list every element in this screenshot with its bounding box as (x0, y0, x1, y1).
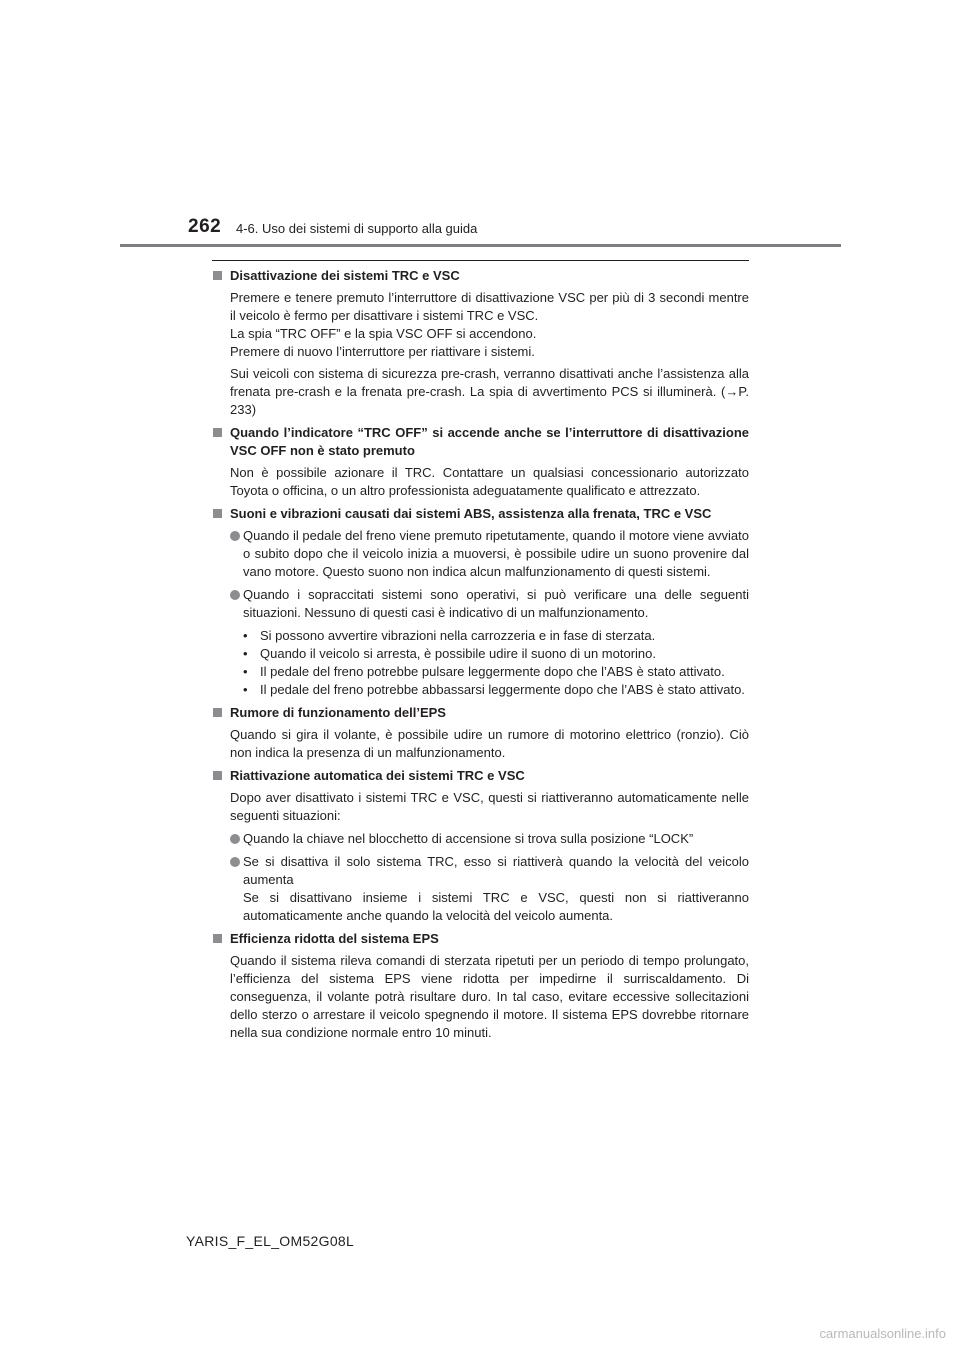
section-suoni-vibrazioni (212, 505, 749, 699)
watermark: carmanualsonline.info (819, 1326, 946, 1341)
sub-list-item-text: Quando il veicolo si arresta, è possibile udire il suono di un motorino. (260, 646, 656, 661)
paragraph-line: La spia “TRC OFF” e la spia VSC OFF si accendono. (230, 326, 537, 341)
paragraph: Quando il sistema rileva comandi di sterzata ripetuti per un periodo di tempo prolungato, l’efficienza del sistema EPS viene ridotta per impedirne il surriscaldamento. Di conseguenza, il volante potrà risultare duro. In tal caso, evitare eccessive sollecitazioni dello sterzo o arrestare il veicolo spegnendo il motore. Il sistema EPS dovrebbe ritornare nella sua condizione normale entro 10 minuti. (230, 953, 749, 1040)
list-item-text: Se si disattivano insieme i sistemi TRC e VSC, questi non si riattiveranno automaticamente anche quando la velocità del veicolo aumenta. (243, 890, 749, 923)
section-heading: Quando l’indicatore “TRC OFF” si accende anche se l’interruttore di disattivazione VSC OFF non è stato premuto (230, 425, 749, 458)
list-item (230, 527, 749, 581)
circle-bullet-icon (230, 531, 240, 541)
sub-list-item (243, 645, 749, 663)
list-item-text: Se si disattiva il solo sistema TRC, esso si riattiverà quando la velocità del veicolo aumenta (243, 854, 749, 887)
paragraph: Non è possibile azionare il TRC. Contattare un qualsiasi concessionario autorizzato Toyota o officina, o un altro professionista adeguatamente qualificato e attrezzato. (230, 465, 749, 498)
section-efficienza-eps (212, 930, 749, 1042)
sub-list-item (243, 627, 749, 645)
list-item (230, 853, 749, 925)
square-bullet-icon (213, 271, 222, 280)
list-item-text: Quando la chiave nel blocchetto di accensione si trova sulla posizione “LOCK” (243, 831, 694, 846)
square-bullet-icon (213, 771, 222, 780)
sub-list-item-text: Si possono avvertire vibrazioni nella carrozzeria e in fase di sterzata. (260, 628, 656, 643)
circle-bullet-icon (230, 590, 240, 600)
section-title: 4-6. Uso dei sistemi di supporto alla guida (236, 221, 478, 236)
sub-list-item-text: Il pedale del freno potrebbe abbassarsi leggermente dopo che l’ABS è stato attivato. (260, 682, 745, 697)
square-bullet-icon (213, 708, 222, 717)
header-divider (120, 244, 841, 247)
sub-list-item-text: Il pedale del freno potrebbe pulsare leggermente dopo che l’ABS è stato attivato. (260, 664, 725, 679)
content-divider (212, 260, 749, 261)
paragraph: Quando si gira il volante, è possibile udire un rumore di motorino elettrico (ronzio). Ciò non indica la presenza di un malfunzionamento. (230, 727, 749, 760)
section-heading: Riattivazione automatica dei sistemi TRC e VSC (230, 768, 525, 783)
sub-list-item (243, 681, 749, 699)
sub-bullet-icon: • (243, 682, 248, 697)
paragraph-line: Premere e tenere premuto l’interruttore di disattivazione VSC per più di 3 secondi mentre il veicolo è fermo per disattivare i sistemi TRC e VSC. (230, 290, 749, 323)
sub-bullet-icon: • (243, 664, 248, 679)
circle-bullet-icon (230, 857, 240, 867)
page-header (0, 0, 960, 250)
paragraph (230, 289, 749, 361)
list-item-text: Quando il pedale del freno viene premuto ripetutamente, quando il motore viene avviato o subito dopo che il veicolo inizia a muoversi, è possibile udire un suono provenire dal vano motore. Questo suono non indica alcun malfunzionamento di questi sistemi. (243, 528, 749, 579)
square-bullet-icon (213, 428, 222, 437)
content-body (212, 267, 749, 1047)
section-heading: Suoni e vibrazioni causati dai sistemi ABS, assistenza alla frenata, TRC e VSC (230, 506, 712, 521)
square-bullet-icon (213, 509, 222, 518)
paragraph-line: Premere di nuovo l’interruttore per riattivare i sistemi. (230, 344, 535, 359)
paragraph: Dopo aver disattivato i sistemi TRC e VSC, questi si riattiveranno automaticamente nelle seguenti situazioni: (230, 790, 749, 823)
list-item (230, 830, 749, 848)
section-riattivazione (212, 767, 749, 925)
sub-bullet-icon: • (243, 628, 248, 643)
section-trc-off-indicator (212, 424, 749, 500)
section-heading: Disattivazione dei sistemi TRC e VSC (230, 268, 460, 283)
list-item-text: Quando i sopraccitati sistemi sono operativi, si può verificare una delle seguenti situazioni. Nessuno di questi casi è indicativo di un malfunzionamento. (243, 587, 749, 620)
page-number: 262 (188, 216, 222, 237)
section-disattivazione (212, 267, 749, 419)
sub-list (243, 627, 749, 699)
square-bullet-icon (213, 934, 222, 943)
paragraph: Sui veicoli con sistema di sicurezza pre-crash, verranno disattivati anche l’assistenza alla frenata pre-crash e la frenata pre-crash. La spia di avvertimento PCS si illuminerà. (→P. 233) (230, 366, 749, 417)
section-rumore-eps (212, 704, 749, 762)
section-heading: Rumore di funzionamento dell’EPS (230, 705, 446, 720)
sub-bullet-icon: • (243, 646, 248, 661)
section-heading: Efficienza ridotta del sistema EPS (230, 931, 439, 946)
document-code: YARIS_F_EL_OM52G08L (186, 1233, 355, 1249)
circle-bullet-icon (230, 834, 240, 844)
list-item (230, 586, 749, 622)
sub-list-item (243, 663, 749, 681)
